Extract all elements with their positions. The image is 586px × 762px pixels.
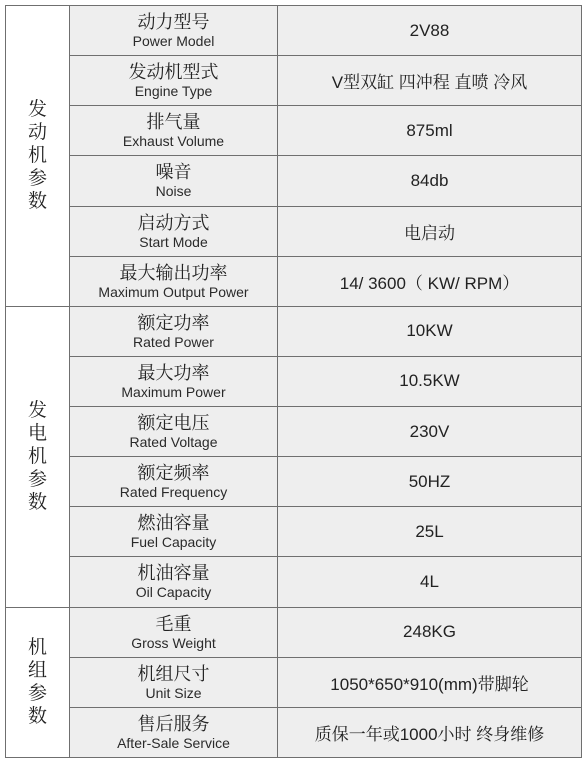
parameter-label-cell xyxy=(70,106,278,156)
spec-row xyxy=(6,707,582,757)
parameter-name-zh: 最大功率 xyxy=(137,362,210,383)
parameter-value-cell xyxy=(278,707,582,757)
parameter-value: 14/ 3600（ KW/ RPM） xyxy=(339,273,520,293)
parameter-name-en: Gross Weight xyxy=(131,634,216,651)
parameter-value: 230V xyxy=(409,421,450,441)
group-title: 发电机参数 xyxy=(27,400,47,514)
spec-row xyxy=(6,657,582,707)
spec-row xyxy=(6,6,582,56)
parameter-label-cell xyxy=(70,356,278,406)
parameter-name-zh: 机油容量 xyxy=(137,563,210,584)
parameter-name-zh: 发动机型式 xyxy=(128,62,219,83)
parameter-name-zh: 额定功率 xyxy=(137,312,210,333)
group-title: 机组参数 xyxy=(27,637,47,728)
spec-row xyxy=(6,407,582,457)
spec-row xyxy=(6,206,582,256)
parameter-name-en: Oil Capacity xyxy=(135,584,212,601)
parameter-label-cell xyxy=(70,507,278,557)
parameter-name-en: Maximum Output Power xyxy=(98,283,249,300)
parameter-value: 4L xyxy=(420,571,439,591)
parameter-name-zh: 启动方式 xyxy=(137,212,210,233)
parameter-value: 质保一年或1000小时 终身维修 xyxy=(314,724,545,744)
parameter-value-cell xyxy=(278,256,582,306)
spec-row xyxy=(6,356,582,406)
parameter-name-zh: 动力型号 xyxy=(137,12,210,33)
parameter-name-en: Noise xyxy=(155,183,192,200)
parameter-value-cell xyxy=(278,557,582,607)
parameter-name-zh: 最大输出功率 xyxy=(119,262,228,283)
parameter-label-cell xyxy=(70,707,278,757)
parameter-label-cell xyxy=(70,407,278,457)
parameter-value-cell xyxy=(278,507,582,557)
parameter-name-zh: 额定频率 xyxy=(137,463,210,484)
spec-row xyxy=(6,457,582,507)
parameter-value-cell xyxy=(278,657,582,707)
parameter-name-zh: 机组尺寸 xyxy=(137,663,210,684)
parameter-name-zh: 售后服务 xyxy=(137,713,210,734)
parameter-value: 10KW xyxy=(406,321,453,341)
parameter-label-cell xyxy=(70,557,278,607)
parameter-value-cell xyxy=(278,356,582,406)
parameter-name-en: Start Mode xyxy=(139,233,208,250)
parameter-name-en: Rated Voltage xyxy=(129,434,218,451)
spec-row xyxy=(6,56,582,106)
spec-row xyxy=(6,256,582,306)
parameter-name-en: Maximum Power xyxy=(121,383,226,400)
parameter-name-en: Fuel Capacity xyxy=(130,534,217,551)
parameter-label-cell xyxy=(70,306,278,356)
parameter-name-en: Exhaust Volume xyxy=(122,133,225,150)
parameter-value-cell xyxy=(278,6,582,56)
parameter-label-cell xyxy=(70,657,278,707)
spec-row xyxy=(6,507,582,557)
parameter-value: 248KG xyxy=(403,622,456,642)
parameter-value-cell xyxy=(278,156,582,206)
parameter-label-cell xyxy=(70,607,278,657)
spec-table-body xyxy=(6,6,582,758)
group-title: 发动机参数 xyxy=(27,99,47,213)
parameter-value: 50HZ xyxy=(408,471,451,491)
parameter-value: 10.5KW xyxy=(399,371,460,391)
spec-row xyxy=(6,607,582,657)
parameter-label-cell xyxy=(70,256,278,306)
parameter-name-zh: 排气量 xyxy=(146,112,201,133)
spec-row xyxy=(6,156,582,206)
parameter-value: 电启动 xyxy=(404,223,455,243)
spec-row xyxy=(6,557,582,607)
parameter-label-cell xyxy=(70,457,278,507)
parameter-label-cell xyxy=(70,156,278,206)
parameter-name-zh: 额定电压 xyxy=(137,413,210,434)
parameter-name-en: Rated Frequency xyxy=(119,484,228,501)
parameter-value: 25L xyxy=(415,521,444,541)
parameter-name-zh: 毛重 xyxy=(155,613,192,634)
parameter-name-zh: 燃油容量 xyxy=(137,513,210,534)
parameter-label-cell xyxy=(70,6,278,56)
parameter-label-cell xyxy=(70,206,278,256)
parameter-value: 1050*650*910(mm)带脚轮 xyxy=(330,674,529,694)
parameter-name-en: Unit Size xyxy=(145,684,202,701)
parameter-name-en: After-Sale Service xyxy=(117,734,230,751)
parameter-value-cell xyxy=(278,457,582,507)
group-cell xyxy=(6,6,70,307)
parameter-name-en: Power Model xyxy=(132,33,215,50)
group-cell xyxy=(6,306,70,607)
parameter-value: 2V88 xyxy=(409,20,450,40)
parameter-name-en: Rated Power xyxy=(133,333,214,350)
parameter-label-cell xyxy=(70,56,278,106)
parameter-value: 875ml xyxy=(406,120,453,140)
parameter-value-cell xyxy=(278,56,582,106)
parameter-value-cell xyxy=(278,306,582,356)
spec-row xyxy=(6,106,582,156)
parameter-value-cell xyxy=(278,407,582,457)
parameter-name-zh: 噪音 xyxy=(155,162,192,183)
spec-table xyxy=(5,5,582,758)
parameter-value-cell xyxy=(278,206,582,256)
parameter-name-en: Engine Type xyxy=(134,83,213,100)
parameter-value: V型双缸 四冲程 直喷 冷风 xyxy=(331,73,528,93)
parameter-value-cell xyxy=(278,607,582,657)
parameter-value: 84db xyxy=(410,170,449,190)
parameter-value-cell xyxy=(278,106,582,156)
spec-row xyxy=(6,306,582,356)
group-cell xyxy=(6,607,70,757)
